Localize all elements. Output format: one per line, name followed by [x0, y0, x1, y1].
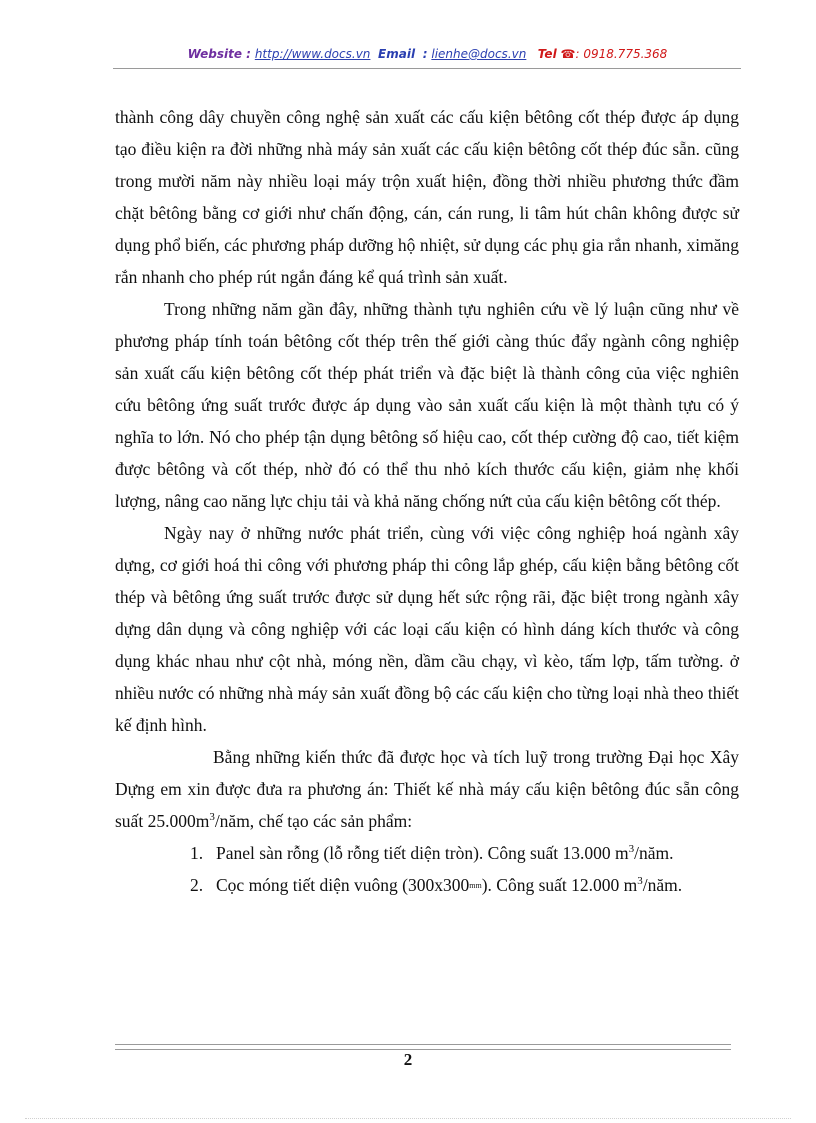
website-link[interactable]: http://www.docs.vn — [254, 47, 371, 61]
list-item — [115, 837, 739, 869]
paragraph-4-text: Bằng những kiến thức đã được học và tích luỹ trong trường Đại học Xây Dựng em xin được đưa ra phương án: Thiết kế nhà máy cấu kiện bêtông đúc sẵn công suất 25.000m — [115, 747, 739, 831]
phone-number: : 0918.775.368 — [575, 47, 668, 61]
page-header — [115, 47, 740, 61]
list-item — [115, 869, 739, 902]
superscript: 3 — [209, 811, 215, 824]
document-body — [115, 101, 739, 902]
superscript: 3 — [628, 843, 635, 856]
paragraph-4 — [115, 741, 739, 837]
list-item-text: Cọc móng tiết diện vuông (300x300 — [216, 875, 470, 895]
website-label: Website : — [187, 47, 251, 61]
list-item-text-mid: ). Công suất 12.000 m — [481, 875, 638, 895]
paragraph-2: Trong những năm gần đây, những thành tựu nghiên cứu về lý luận cũng như về phương pháp tính toán bêtông cốt thép trên thế giới càng thúc đẩy ngành công nghiệp sản xuất cấu kiện bêtông cốt thép phát triển và đặc biệt là thành công của việc nghiên cứu bêtông ứng suất trước được áp dụng vào sản xuất cấu kiện là một thành tựu có ý nghĩa to lớn. Nó cho phép tận dụng bêtông số hiệu cao, cốt thép cường độ cao, tiết kiệm được bêtông và cốt thép, nhờ đó có thể thu nhỏ kích thước cấu kiện, giảm nhẹ khối lượng, nâng cao năng lực chịu tải và khả năng chống nứt của cấu kiện bêtông cốt thép. — [115, 299, 739, 511]
list-number: 2. — [190, 875, 204, 895]
list-item-text: Panel sàn rỗng (lỗ rỗng tiết diện tròn). Công suất 13.000 m — [216, 843, 629, 863]
unit-small: mm — [469, 881, 482, 890]
page-bottom-border — [25, 1118, 791, 1119]
email-link[interactable]: lienhe@docs.vn — [431, 47, 527, 61]
phone-icon: ☎ — [560, 47, 576, 61]
page-number: 2 — [403, 1050, 413, 1069]
superscript: 3 — [637, 875, 643, 888]
list-item-text-end: /năm. — [642, 875, 683, 895]
list-number: 1. — [190, 843, 204, 863]
paragraph-1: thành công dây chuyền công nghệ sản xuất các cấu kiện bêtông cốt thép được áp dụng tạo điều kiện ra đời những nhà máy sản xuất các cấu kiện bêtông cốt thép đúc sẵn. cũng trong mười năm này nhiều loại máy trộn xuất hiện, đồng thời nhiều phương thức đầm chặt bêtông bằng cơ giới như chấn động, cán, cán rung, li tâm hút chân không được sử dụng phổ biến, các phương pháp dưỡng hộ nhiệt, sử dụng các phụ gia rắn nhanh, ximăng rắn nhanh cho phép rút ngắn đáng kể quá trình sản xuất. — [115, 107, 739, 287]
header-rule — [113, 68, 741, 69]
email-separator: : — [422, 47, 428, 61]
tel-label: Tel — [537, 47, 557, 61]
list-item-text-end: /năm. — [634, 843, 674, 863]
paragraph-3: Ngày nay ở những nước phát triển, cùng với việc công nghiệp hoá ngành xây dựng, cơ giới hoá thi công với phương pháp thi công lắp ghép, cấu kiện bằng bêtông cốt thép và bêtông ứng suất trước được sử dụng hết sức rộng rãi, đặc biệt trong ngành xây dựng dân dụng và công nghiệp với các loại cấu kiện có hình dáng kích thước và công dụng khác nhau như cột nhà, móng nền, dầm cầu chạy, vì kèo, tấm lợp, tấm tường. ở nhiều nước có những nhà máy sản xuất đồng bộ các cấu kiện cho từng loại nhà theo thiết kế định hình. — [115, 523, 739, 735]
email-label: Email — [378, 47, 416, 61]
paragraph-4-text-end: /năm, chế tạo các sản phẩm: — [214, 811, 413, 831]
product-list — [115, 837, 739, 902]
